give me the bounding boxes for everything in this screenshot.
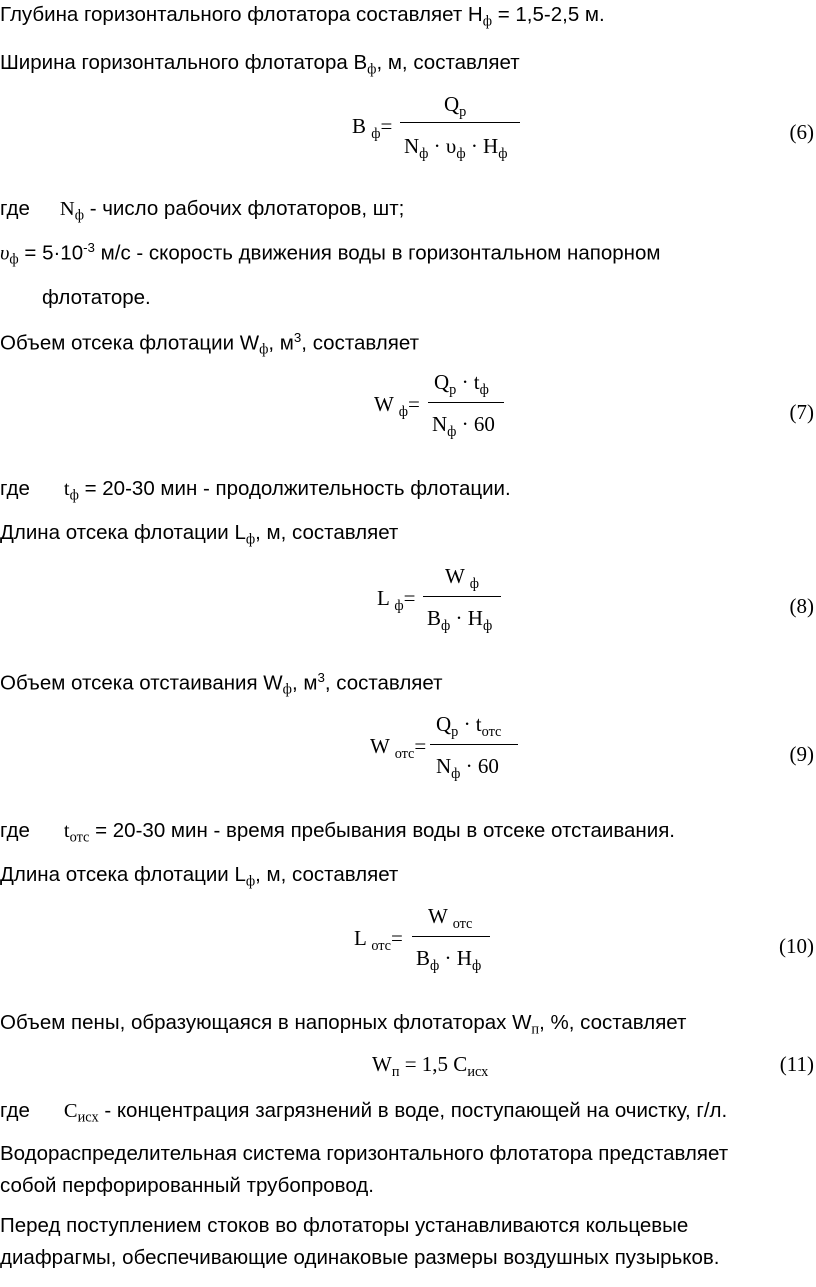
equation-number-9: (9) <box>789 742 814 766</box>
where-t: где $t_ф = 20-30$ мин - продолжительность флотации. <box>0 477 511 504</box>
equation-11: $W_п = 1,5$ $С_{исх}$ <box>372 1052 489 1080</box>
length-flotation-intro: Длина отсека флотации $L_ф$, м, составляет <box>0 521 399 548</box>
water-distribution-line-2: собой перфорированный трубопровод. <box>0 1174 374 1197</box>
equation-number-6: (6) <box>789 120 814 144</box>
equation-number-11: (11) <box>779 1052 814 1076</box>
length-settling-intro: Длина отсека флотации $L_ф$, м, составляет <box>0 863 399 890</box>
equation-10: L $_{отс}$= W $_{отс}$ $В_ф \cdot Н_ф$ <box>352 904 512 984</box>
volume-settling-intro: Объем отсека отстаивания $W_ф$, $м^3$, составляет <box>0 670 443 698</box>
equation-number-7: (7) <box>789 400 814 424</box>
width-intro: Ширина горизонтального флотатора $В_ф$, м, составляет <box>0 51 520 78</box>
equation-7: W $_ф$= $Q_р \cdot t_ф$ $N_ф \cdot 60$ <box>372 370 542 450</box>
diaphragms-line-1: Перед поступлением стоков во флотаторы устанавливаются кольцевые <box>0 1214 689 1237</box>
equation-9: W $_{отс}$= $Q_р \cdot t_{отс}$ $N_ф \cdot 60$ <box>370 712 540 792</box>
equation-6: В $_ф$= $Q_р$ $N_ф \cdot \upsilon_ф \cdot Н_ф$ <box>348 92 548 172</box>
diaphragms-line-2: диафрагмы, обеспечивающие одинаковые размеры воздушных пузырьков. <box>0 1246 720 1269</box>
where-c: где $С_{исх}$ - концентрация загрязнений в воде, поступающей на очистку, г/л. <box>0 1099 728 1126</box>
equation-8: L $_ф$= W $_ф$ $В_ф \cdot Н_ф$ <box>375 564 525 644</box>
depth-line: Глубина горизонтального флотатора составляет $Н_ф = 1,5-2,5$ м. <box>0 3 605 30</box>
velocity-line-cont: флотаторе. <box>42 286 151 309</box>
where-n: где $N_ф$ - число рабочих флотаторов, шт; <box>0 197 405 224</box>
water-distribution-line-1: Водораспределительная система горизонтального флотатора представляет <box>0 1142 729 1165</box>
where-t-settling: где $t_{отс} = 20-30$ мин - время пребывания воды в отсеке отстаивания. <box>0 819 676 846</box>
equation-number-8: (8) <box>789 594 814 618</box>
velocity-line: $\upsilon_ф = 5\cdot 10^{-3}$ м/с - скорость движения воды в горизонтальном напорном <box>0 240 661 268</box>
foam-volume-intro: Объем пены, образующаяся в напорных флотаторах $W_п$, %, составляет <box>0 1011 687 1038</box>
volume-flotation-intro: Объем отсека флотации $W_ф$, $м^3$, составляет <box>0 330 419 358</box>
equation-number-10: (10) <box>779 934 814 958</box>
